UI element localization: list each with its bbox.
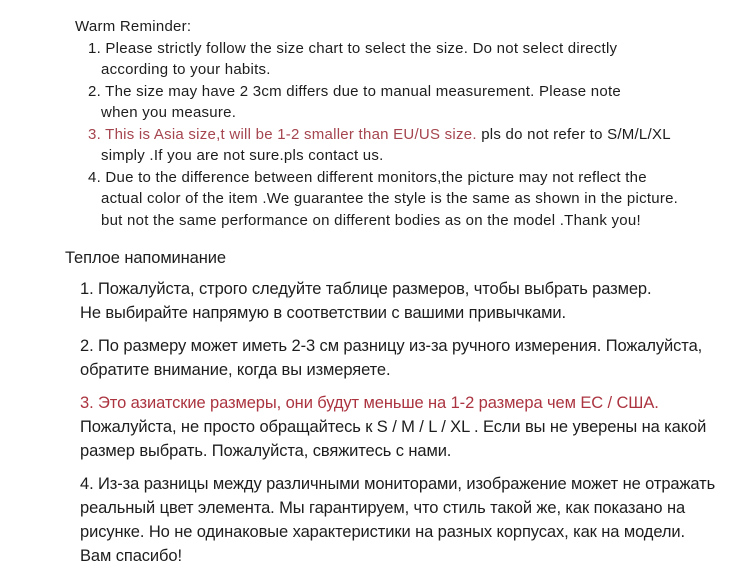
- russian-item-4-line-4: Вам спасибо!: [80, 547, 182, 565]
- english-item-4-line-3: but not the same performance on different bodies as on the model .Thank you!: [101, 211, 641, 229]
- russian-item-4-line-2: реальный цвет элемента. Мы гарантируем, что стиль такой же, как показано на: [80, 499, 686, 517]
- russian-item-3: [80, 391, 750, 463]
- english-reminder-section: [0, 0, 750, 231]
- english-item-3-line-2: simply .If you are not sure.pls contact us.: [101, 147, 384, 164]
- english-item-3-black-text: pls do not refer to S/M/L/XL: [476, 125, 671, 143]
- english-item-1-line-2: according to your habits.: [101, 61, 271, 78]
- russian-title: Теплое напоминание: [65, 249, 226, 267]
- russian-item-4: [80, 472, 750, 568]
- russian-reminder-section: [0, 246, 750, 568]
- russian-item-4-line-1: 4. Из-за разницы между различными мониторами, изображение может не отражать: [80, 475, 716, 493]
- english-item-3-red-text: 3. This is Asia size,t will be 1-2 smaller than EU/US size.: [88, 125, 477, 143]
- russian-item-3-line-3: размер выбрать. Пожалуйста, свяжитесь с нами.: [80, 442, 452, 460]
- russian-item-1-line-1: 1. Пожалуйста, строго следуйте таблице размеров, чтобы выбрать размер.: [80, 280, 652, 298]
- english-item-2-line-2: when you measure.: [101, 104, 237, 121]
- english-item-3-line-1: [88, 124, 750, 146]
- russian-item-2: [80, 334, 750, 382]
- russian-item-2-line-2: обратите внимание, когда вы измеряете.: [80, 361, 391, 379]
- russian-item-1: [80, 277, 750, 325]
- russian-item-3-line-2: Пожалуйста, не просто обращайтесь к S / M / L / XL . Если вы не уверены на какой: [80, 418, 707, 436]
- english-item-1-line-1: 1. Please strictly follow the size chart to select the size. Do not select directly: [88, 39, 618, 57]
- english-title: Warm Reminder:: [75, 18, 192, 35]
- english-item-2-line-1: 2. The size may have 2 3cm differs due to manual measurement. Please note: [88, 82, 621, 100]
- russian-item-4-line-3: рисунке. Но не одинаковые характеристики на разных корпусах, как на модели.: [80, 523, 685, 541]
- english-item-4-line-2: actual color of the item .We guarantee the style is the same as shown in the picture.: [101, 190, 679, 207]
- english-item-4-line-1: 4. Due to the difference between different monitors,the picture may not reflect the: [88, 168, 647, 186]
- russian-item-1-line-2: Не выбирайте напрямую в соответствии с вашими привычками.: [80, 304, 567, 322]
- russian-item-3-red-line: 3. Это азиатские размеры, они будут меньше на 1-2 размера чем ЕС / США.: [80, 394, 659, 412]
- english-items: [88, 38, 750, 232]
- russian-item-2-line-1: 2. По размеру может иметь 2-3 см разницу из-за ручного измерения. Пожалуйста,: [80, 337, 703, 355]
- english-item-3: [88, 124, 750, 167]
- english-item-4: [88, 167, 750, 232]
- english-item-1: [88, 38, 750, 81]
- english-item-2: [88, 81, 750, 124]
